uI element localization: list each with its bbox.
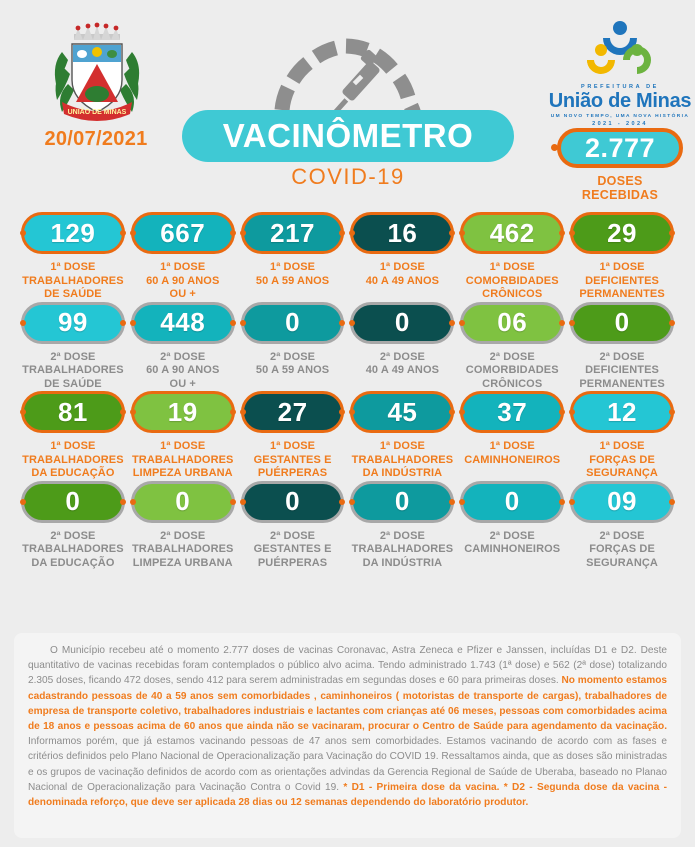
stat-value: 0 (394, 486, 410, 516)
doses-received-badge (557, 128, 683, 168)
stat-dose-label: 2ª DOSE (50, 350, 96, 363)
logo-tagline: UM NOVO TEMPO, UMA NOVA HISTÓRIA (550, 114, 690, 119)
pill-connector-dot (449, 230, 455, 236)
stat-caption (238, 440, 348, 481)
stat-dose-label: 2ª DOSE (599, 350, 645, 363)
stat-caption (457, 530, 567, 557)
stat-card[interactable] (238, 212, 348, 302)
stat-caption (567, 261, 677, 302)
stat-card[interactable] (18, 481, 128, 571)
stat-card[interactable] (128, 302, 238, 392)
pill-connector-dot (449, 320, 455, 326)
stat-card[interactable] (347, 481, 457, 571)
pill-connector-dot (459, 499, 465, 505)
pill-connector-dot (339, 499, 345, 505)
stat-dose-label: 1ª DOSE (160, 261, 206, 273)
stat-group-label: TRABALHADORES (131, 543, 234, 555)
stat-card[interactable] (128, 391, 238, 481)
stat-caption (567, 440, 677, 481)
stat-caption (18, 261, 128, 302)
stat-group-label: GESTANTES E (253, 453, 332, 466)
stat-group-label: GESTANTES E (253, 543, 332, 555)
stat-value: 0 (614, 307, 630, 337)
stat-value-pill (460, 481, 564, 523)
stat-group-label: TRABALHADORES (351, 543, 454, 555)
coat-of-arms-icon (42, 22, 152, 127)
doses-received-value: 2.777 (584, 132, 656, 163)
stat-group-label: CAMINHONEIROS (464, 453, 561, 466)
footer-note-panel (14, 633, 681, 838)
pill-connector-dot (349, 230, 355, 236)
stats-row (0, 212, 695, 302)
pill-connector-dot (349, 320, 355, 326)
stat-group-label: TRABALHADORES (22, 364, 124, 376)
stat-dose-label: 2ª DOSE (599, 529, 645, 542)
report-date: 20/07/2021 (44, 128, 148, 150)
stat-value-pill (21, 212, 125, 254)
footer-highlight-text: * D1 - Primeira dose da vacina. * D2 - Segunda dose da vacina - denominada reforço, que deve ser aplicada 28 dias ou 12 semanas dependendo do laboratório produtor. (28, 781, 668, 809)
stat-value: 81 (57, 396, 88, 427)
stat-dose-label: 2ª DOSE (379, 350, 425, 363)
stat-dose-label: 2ª DOSE (270, 350, 316, 363)
stat-value-pill (350, 391, 454, 433)
stat-dose-label: 2ª DOSE (50, 529, 96, 542)
stat-group-label: DA EDUCAÇÃO (31, 467, 115, 479)
stat-card[interactable] (347, 302, 457, 392)
stat-group-label: TRABALHADORES (351, 453, 454, 466)
stat-card[interactable] (347, 391, 457, 481)
stat-card[interactable] (457, 212, 567, 302)
stat-group-label: SEGURANÇA (586, 556, 658, 569)
stat-group-label: DEFICIENTES (585, 364, 659, 376)
stat-card[interactable] (457, 391, 567, 481)
stat-value: 99 (57, 307, 88, 337)
stat-group-label: DA INDÚSTRIA (362, 556, 443, 569)
stat-group-label: 60 A 90 ANOS (146, 274, 220, 287)
pill-connector-dot (449, 409, 455, 415)
stat-value: 37 (497, 396, 528, 427)
stat-dose-label: 2ª DOSE (379, 529, 425, 542)
gauge-syringe-icon (268, 22, 428, 118)
stat-group-label: OU + (169, 377, 196, 390)
stat-caption (457, 351, 567, 392)
stat-group-label: COMORBIDADES (465, 364, 559, 376)
stat-group-label: PERMANENTES (579, 377, 665, 390)
dashboard-header (0, 0, 695, 212)
stat-value-pill (460, 212, 564, 254)
pill-connector-dot (459, 409, 465, 415)
stat-caption (347, 351, 457, 378)
stat-value-pill (350, 481, 454, 523)
stat-dose-label: 1ª DOSE (489, 440, 535, 452)
stat-value-pill (131, 391, 235, 433)
logo-name: União de Minas (548, 90, 692, 112)
stat-group-label: 50 A 59 ANOS (255, 364, 330, 376)
stat-card[interactable] (457, 481, 567, 571)
stat-group-label: CRÔNICOS (482, 377, 543, 390)
pill-connector-dot (449, 499, 455, 505)
stat-group-label: PERMANENTES (579, 288, 665, 300)
stat-value-pill (21, 391, 125, 433)
city-logo (545, 20, 695, 127)
stat-caption (238, 351, 348, 378)
pill-connector-dot (669, 320, 675, 326)
pill-connector-dot (559, 409, 565, 415)
doses-label-line2: RECEBIDAS (581, 188, 659, 202)
stat-group-label: DEFICIENTES (585, 274, 659, 287)
stat-caption (457, 440, 567, 467)
stat-card[interactable] (238, 391, 348, 481)
stat-card[interactable] (18, 302, 128, 392)
stat-dose-label: 1ª DOSE (599, 261, 645, 273)
pill-connector-dot (20, 230, 26, 236)
stat-group-label: DE SAÚDE (44, 288, 102, 300)
pill-connector-dot (559, 230, 565, 236)
stat-caption (128, 530, 238, 571)
stats-row (0, 481, 695, 571)
stat-value: 27 (277, 396, 308, 427)
doses-received-label (557, 174, 683, 202)
stat-value: 448 (160, 307, 206, 337)
stat-dose-label: 1ª DOSE (50, 261, 96, 273)
stat-value-pill (21, 481, 125, 523)
pill-connector-dot (120, 230, 126, 236)
pill-connector-dot (349, 499, 355, 505)
pill-connector-dot (230, 499, 236, 505)
stat-group-label: FORÇAS DE (589, 453, 655, 466)
stat-caption (18, 440, 128, 481)
stat-value-pill (350, 302, 454, 344)
stat-group-label: LIMPEZA URBANA (132, 467, 233, 479)
stat-group-label: FORÇAS DE (589, 543, 655, 555)
stat-value: 129 (50, 217, 96, 248)
stat-caption (238, 261, 348, 288)
stat-caption (567, 530, 677, 571)
stat-value-pill (460, 391, 564, 433)
stat-value: 29 (607, 217, 638, 248)
stat-caption (128, 261, 238, 302)
stat-group-label: LIMPEZA URBANA (132, 556, 233, 569)
stat-dose-label: 1ª DOSE (270, 440, 316, 452)
stat-caption (128, 351, 238, 392)
stat-value-pill (460, 302, 564, 344)
pill-connector-dot (669, 230, 675, 236)
stat-value-pill (570, 391, 674, 433)
stat-value: 06 (497, 307, 528, 337)
stat-group-label: DA INDÚSTRIA (362, 467, 443, 479)
stat-dose-label: 1ª DOSE (379, 440, 425, 452)
stat-group-label: 40 A 49 ANOS (365, 274, 440, 287)
stat-group-label: TRABALHADORES (22, 453, 124, 466)
stat-value-pill (241, 302, 345, 344)
stat-group-label: CAMINHONEIROS (464, 543, 561, 555)
pill-connector-dot (459, 230, 465, 236)
pill-connector-dot (230, 320, 236, 326)
pill-connector-dot (20, 320, 26, 326)
stat-value: 45 (387, 396, 418, 427)
pill-connector-dot (230, 409, 236, 415)
pill-connector-dot (130, 320, 136, 326)
stat-dose-label: 1ª DOSE (50, 440, 96, 452)
stat-card[interactable] (238, 481, 348, 571)
stat-group-label: DE SAÚDE (44, 377, 102, 390)
stat-card[interactable] (347, 212, 457, 302)
footer-highlight-text: No momento estamos cadastrando pessoas de 40 a 59 anos sem comorbidades , caminhoneiros ( motoristas de transporte de cargas), trabalhadores de empresa de transporte coletivo, trabalhadores industriais e lactantes com crianças até 06 meses, pessoas com comorbidades acima de 18 anos e pessoas acima de 60 anos que ainda não se vacinaram, procurar o Centro de Saúde para agendamento da vacinação. (28, 675, 667, 733)
pill-connector-dot (240, 499, 246, 505)
stat-value: 0 (285, 486, 301, 516)
page-title: VACINÔMETRO (222, 117, 474, 154)
pill-connector-dot (120, 409, 126, 415)
stat-value-pill (350, 212, 454, 254)
pill-connector-dot (240, 320, 246, 326)
stat-group-label: PUÉRPERAS (257, 556, 328, 569)
stat-value: 667 (160, 217, 206, 248)
pill-connector-dot (559, 320, 565, 326)
pill-connector-dot (240, 230, 246, 236)
stat-value-pill (21, 302, 125, 344)
pill-connector-dot (569, 320, 575, 326)
pill-connector-dot (240, 409, 246, 415)
stat-value-pill (570, 481, 674, 523)
stat-group-label: TRABALHADORES (22, 543, 124, 555)
stat-value: 217 (270, 217, 316, 248)
stat-value-pill (570, 212, 674, 254)
pill-connector-dot (339, 320, 345, 326)
stat-value: 462 (489, 217, 535, 248)
stat-value: 0 (285, 307, 301, 337)
stat-group-label: SEGURANÇA (586, 467, 658, 479)
stat-group-label: OU + (169, 288, 196, 300)
stat-group-label: COMORBIDADES (465, 274, 559, 287)
stat-card[interactable] (18, 391, 128, 481)
stat-caption (457, 261, 567, 302)
pill-connector-dot (120, 320, 126, 326)
pill-connector-dot (459, 320, 465, 326)
page-title-pill (182, 110, 514, 162)
stat-group-label: 50 A 59 ANOS (255, 274, 330, 287)
stat-value: 16 (387, 217, 418, 248)
stat-value: 19 (167, 396, 198, 427)
pill-connector-dot (20, 499, 26, 505)
footer-plain-text: Informamos porém, que já estamos vacinando pessoas de 47 anos sem comorbidades. Estamos vacinando de acordo com as fases e critérios definidos pelo Plano Nacional de Operacionalização para Vacinação do COVID 19. Ressaltamos ainda, que as doses são ministradas e os grupos de vacinação definidos de acordo com as orientações advindas da Gerencia Regional de Saúde de Uberaba, baseado no Planao Nacional de Operacionalização para Vacinação Contra o Covid 19. (28, 736, 667, 793)
stat-group-label: TRABALHADORES (22, 274, 124, 287)
pill-connector-dot (669, 499, 675, 505)
stat-value: 0 (394, 307, 410, 337)
stat-card[interactable] (238, 302, 348, 392)
stat-value: 0 (175, 486, 191, 516)
stat-dose-label: 1ª DOSE (599, 440, 645, 452)
stat-dose-label: 2ª DOSE (160, 529, 206, 542)
city-logo-icon (575, 20, 665, 82)
stat-card[interactable] (128, 481, 238, 571)
stat-dose-label: 1ª DOSE (160, 440, 206, 452)
stat-value-pill (131, 302, 235, 344)
stat-caption (567, 351, 677, 392)
city-coat-of-arms (42, 22, 152, 132)
stat-caption (18, 351, 128, 392)
stat-group-label: PUÉRPERAS (257, 467, 328, 479)
stat-dose-label: 1ª DOSE (379, 261, 425, 273)
stat-card[interactable] (457, 302, 567, 392)
pill-connector-dot (569, 230, 575, 236)
pill-connector-dot (339, 409, 345, 415)
stat-card[interactable] (567, 481, 677, 571)
stat-dose-label: 2ª DOSE (160, 350, 206, 363)
pill-connector-dot (120, 499, 126, 505)
stat-value: 09 (607, 486, 638, 516)
stat-card[interactable] (128, 212, 238, 302)
pill-connector-dot (669, 409, 675, 415)
pill-connector-dot (20, 409, 26, 415)
stat-dose-label: 2ª DOSE (270, 529, 316, 542)
footer-plain-text: O Município recebeu até o momento 2.777 doses de vacinas Coronavac, Astra Zeneca e Pfizer e Janssen, incluídas D1 e D2. Deste quantitativo de vacinas recebidas foram contemplados o público alvo acima. Tendo administrado 1.743 (1ª dose) e 562 (2ª dose) totalizando 2.305 doses, ficando 472 doses, sendo 412 para serem administradas em segundas doses e 60 para primeiras doses. (28, 645, 667, 687)
footer-note-text (28, 643, 667, 810)
stat-group-label: 60 A 90 ANOS (146, 364, 220, 376)
stats-grid (0, 212, 695, 570)
stat-value-pill (241, 212, 345, 254)
stat-card[interactable] (18, 212, 128, 302)
pill-connector-dot (130, 499, 136, 505)
stat-dose-label: 1ª DOSE (270, 261, 316, 273)
stat-group-label: 40 A 49 ANOS (365, 364, 440, 376)
stat-dose-label: 1ª DOSE (489, 261, 535, 273)
pill-connector-dot (130, 409, 136, 415)
stat-caption (128, 440, 238, 481)
stat-value-pill (241, 481, 345, 523)
pill-connector-dot (230, 230, 236, 236)
stat-value-pill (570, 302, 674, 344)
stat-card[interactable] (567, 302, 677, 392)
stat-dose-label: 2ª DOSE (489, 350, 535, 363)
pill-connector-dot (130, 230, 136, 236)
coat-of-arms-motto: UNIÃO DE MINAS (67, 109, 127, 116)
stat-caption (238, 530, 348, 571)
pill-connector-dot (339, 230, 345, 236)
stat-caption (347, 530, 457, 571)
stat-value-pill (131, 481, 235, 523)
stat-value-pill (131, 212, 235, 254)
stat-value-pill (241, 391, 345, 433)
stat-card[interactable] (567, 391, 677, 481)
pill-connector-dot (569, 499, 575, 505)
stat-value: 0 (504, 486, 520, 516)
logo-years: 2021 - 2024 (592, 121, 648, 127)
stat-group-label: TRABALHADORES (131, 453, 234, 466)
stat-caption (18, 530, 128, 571)
logo-prefix: PREFEITURA DE (581, 84, 659, 90)
stats-row (0, 391, 695, 481)
stat-value: 12 (607, 396, 638, 427)
stats-row (0, 302, 695, 392)
stat-value: 0 (65, 486, 81, 516)
pill-connector-dot (349, 409, 355, 415)
stat-card[interactable] (567, 212, 677, 302)
doses-label-line1: DOSES (597, 174, 643, 188)
stat-caption (347, 261, 457, 288)
pill-connector-dot (559, 499, 565, 505)
stat-group-label: DA EDUCAÇÃO (31, 556, 115, 569)
stat-group-label: CRÔNICOS (482, 288, 543, 300)
stat-dose-label: 2ª DOSE (489, 529, 535, 542)
pill-connector-dot (569, 409, 575, 415)
page-subtitle: COVID-19 (291, 164, 405, 189)
stat-caption (347, 440, 457, 481)
